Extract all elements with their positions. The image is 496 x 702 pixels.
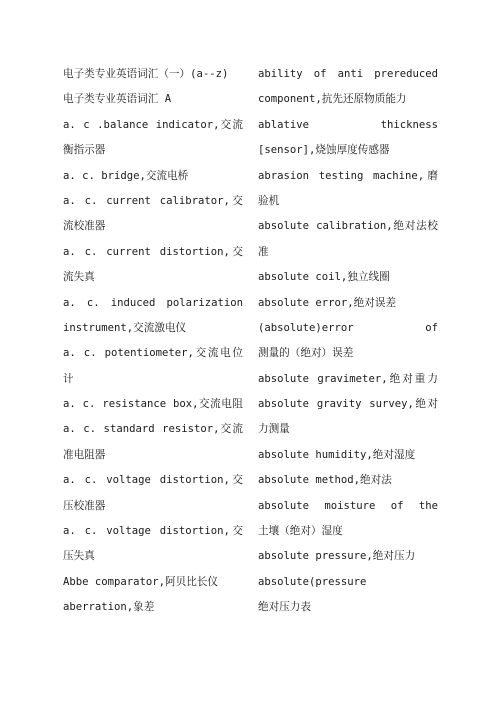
entry-line: ablative thickness: [258, 118, 438, 131]
entry-line: 测量的（绝对）误差: [258, 347, 354, 360]
entry-line: absolute humidity,绝对湿度: [258, 448, 416, 461]
entry-line: component,抗先还原物质能力: [258, 93, 407, 106]
right-column: [258, 62, 438, 621]
entry-line: 流失真: [63, 271, 95, 284]
entry-line: a. c. current distortion,交: [63, 245, 243, 258]
entry-line: (absolute)error of: [258, 321, 438, 334]
entry-line: absolute pressure,绝对压力: [258, 550, 416, 563]
entry-line: absolute gravity survey,绝对: [258, 398, 438, 411]
subheading-line: 电子类专业英语词汇 A: [63, 93, 172, 106]
entry-line: a. c. current calibrator,交: [63, 194, 243, 207]
entry-line: a. c. induced polarization: [63, 296, 243, 309]
entry-line: 土壤（绝对）湿度: [258, 525, 343, 538]
entry-line: 绝对压力表: [258, 601, 311, 614]
entry-line: abrasion testing machine,磨: [258, 169, 438, 182]
entry-line: absolute coil,独立线圈: [258, 271, 390, 284]
entry-line: absolute moisture of the: [258, 499, 438, 512]
entry-line: 衡指示器: [63, 144, 106, 157]
entry-line: absolute error,绝对误差: [258, 296, 397, 309]
entry-line: absolute gravimeter,绝对重力: [258, 372, 438, 385]
entry-line: ability of anti prereduced: [258, 68, 438, 80]
entry-line: absolute method,绝对法: [258, 474, 392, 487]
entry-line: 准电阻器: [63, 448, 106, 461]
entry-line: a. c. voltage distortion,交: [63, 474, 243, 487]
entry-line: [sensor],烧蚀厚度传感器: [258, 144, 390, 157]
entry-line: 准: [258, 245, 269, 258]
left-column: [63, 62, 243, 621]
entry-line: a. c. bridge,交流电桥: [63, 169, 189, 182]
entry-line: Abbe comparator,阿贝比长仪: [63, 575, 219, 588]
entry-line: 压失真: [63, 550, 95, 563]
entry-line: aberration,象差: [63, 601, 155, 614]
entry-line: 流校准器: [63, 220, 106, 233]
entry-line: 计: [63, 372, 74, 385]
heading-line: 电子类专业英语词汇（一）(a--z): [63, 68, 229, 80]
entry-line: instrument,交流激电仪: [63, 321, 187, 334]
entry-line: a. c. resistance box,交流电阻: [63, 398, 243, 411]
entry-line: absolute calibration,绝对法校: [258, 220, 438, 233]
entry-line: absolute(pressure: [258, 575, 367, 588]
entry-line: a. c. voltage distortion,交: [63, 525, 243, 538]
entry-line: a. c. standard resistor,交流: [63, 423, 243, 436]
entry-line: 力测量: [258, 423, 290, 436]
entry-line: a. c. potentiometer,交流电位: [63, 347, 243, 360]
entry-line: a. c .balance indicator,交流: [63, 118, 243, 131]
entry-line: 验机: [258, 194, 280, 207]
entry-line: 压校准器: [63, 499, 106, 512]
